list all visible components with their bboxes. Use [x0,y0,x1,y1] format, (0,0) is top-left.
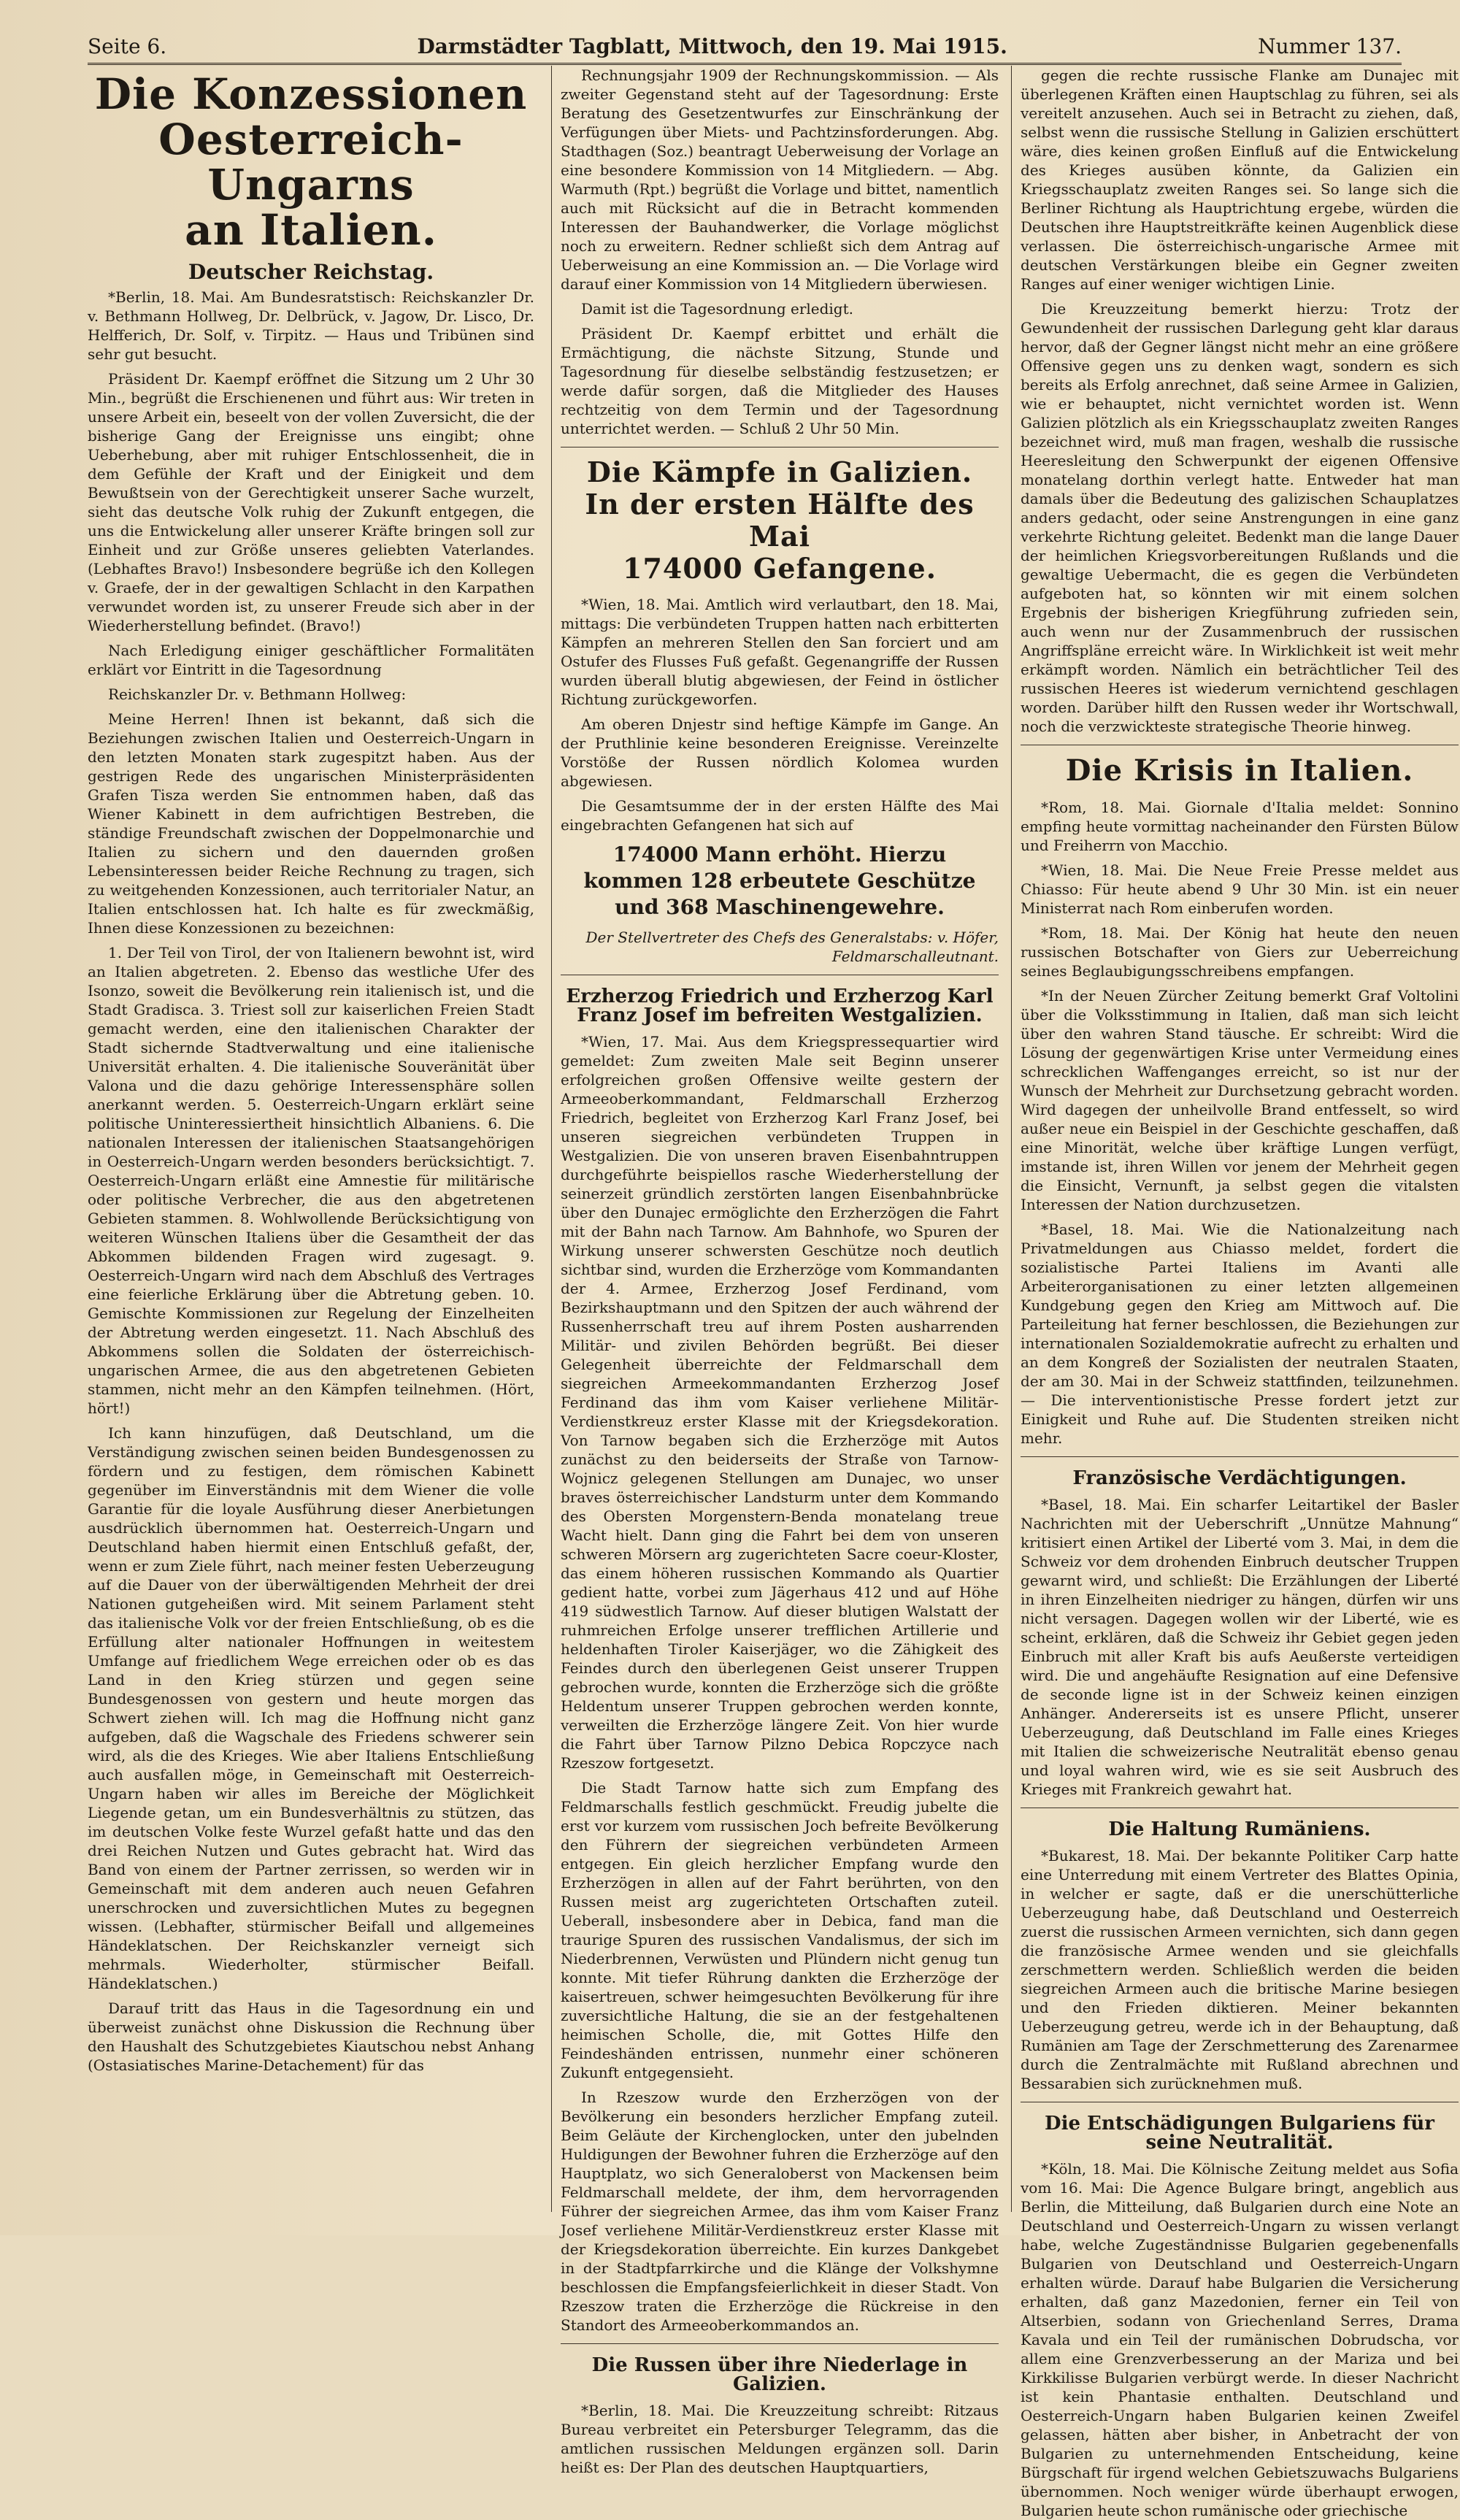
paragraph: Präsident Dr. Kaempf erbittet und erhält die Ermächtigung, die nächste Sitzung, Stunde und Tagesordnung für dieselbe selbständig festzusetzen; er werde dafür sorgen, daß die Mitglieder des Hauses rechtzeitig von dem Termin und der Tagesordnung unterrichtet werden. — Schluß 2 Uhr 50 Min. [561,325,999,437]
signature: Der Stellvertreter des Chefs des Generalstabs: v. Höfer, Feldmarschalleutnant. [585,929,999,965]
prisoner-total: 174000 Mann erhöht. Hierzu kommen 128 erbeutete Geschütze und 368 Maschinengewehre. [583,842,976,919]
paragraph: Ich kann hinzufügen, daß Deutschland, um die Verständigung zwischen seinen beiden Bundesgenossen zu fördern und zu festigen, dem römischen Kabinett gegenüber im Einverständnis mit dem Wiener die volle Garantie für die loyale Ausführung dieser Anerbietungen ausdrücklich übernommen hat. Oesterreich-Ungarn und Deutschland haben hiermit einen Entschluß gefaßt, der, wenn er zum Ziele führt, nach meiner festen Ueberzeugung auf die Dauer von der überwältigenden Mehrheit der drei Nationen gutgeheißen wird. Mit seinem Parlament steht das italienische Volk vor der freien Entschließung, ob es die Erfüllung alter nationaler Hoffnungen in weitestem Umfange auf friedlichem Wege erreichen oder ob es das Land in den Krieg stürzen und gegen seine Bundesgenossen von gestern und heute morgen das Schwert ziehen will. Ich mag die Hoffnung nicht ganz aufgeben, daß die Wagschale des Friedens schwerer sein wird, als die des Krieges. Wie aber Italiens Entschließung auch ausfallen möge, in Gemeinschaft mit Oesterreich-Ungarn haben wir alles im Bereiche der Möglichkeit Liegende getan, um ein Bundesverhältnis zu stützen, das im deutschen Volke feste Wurzel gefaßt hatte und das den drei Reichen Nutzen und Gutes gebracht hat. Wird das Band von einem der Partner zerrissen, so werden wir in Gemeinschaft mit dem anderen auch neuen Gefahren unerschrocken und zuversichtlichen Mutes zu begegnen wissen. (Lebhafter, stürmischer Beifall und allgemeines Händeklatschen. Der Reichskanzler verneigt sich mehrmals. Wiederholter, stürmischer Beifall. Händeklatschen.) [88,1424,534,1992]
paragraph: Am oberen Dnjestr sind heftige Kämpfe im Gange. An der Pruthlinie keine besonderen Ereignisse. Vereinzelte Vorstöße der Russen nördlich Kolomea wurden abgewiesen. [561,715,999,790]
headline-russen: Die Russen über ihre Niederlage in Galizien. [591,2354,968,2395]
paragraph: Rechnungsjahr 1909 der Rechnungskommission. — Als zweiter Gegenstand steht auf der Tagesordnung: Erste Beratung des Gesetzentwurfes zur Einschränkung der Verfügungen über Miets- und Pachtzinsforderungen. Abg. Stadthagen (Soz.) beantragt Ueberweisung der Vorlage an eine besondere Kommission von 14 Mitgliedern. — Abg. Warmuth (Rpt.) begrüßt die Vorlage und bittet, namentlich auch mit Rücksicht auf die in Betracht kommenden Interessen der Bauhandwerker, die Vorlage möglichst noch zu erweitern. Redner schließt sich dem Antrag auf Ueberweisung an eine Kommission an. — Die Vorlage wird darauf einer Kommission von 14 Mitgliedern überwiesen. [561,66,999,293]
column-2 [551,66,999,2476]
headline-line: Die Konzessionen [94,69,528,119]
paragraph: Präsident Dr. Kaempf eröffnet die Sitzung um 2 Uhr 30 Min., begrüßt die Erschienenen und führt aus: Wir treten in unsere Arbeit ein, beseelt von der vollen Zuversicht, die der bisherige Gang der Ereignisse uns eingibt; ohne Ueberhebung, aber mit ruhiger Entschlossenheit, die in dem Gefühle der Kraft und der Einigkeit und dem Bewußtsein von der Gerechtigkeit unserer Sache wurzelt, sieht das deutsche Volk ruhig der Zukunft entgegen, die uns die Entwickelung aller unserer Kräfte bringen soll zur Einheit und zur Größe unseres geliebten Vaterlandes. (Lebhaftes Bravo!) Insbesondere begrüße ich den Kollegen v. Graefe, der in der gewaltigen Schlacht in den Karpathen verwundet worden ist, zu unserer Freude sich aber in der Wiederherstellung befindet. (Bravo!) [88,370,534,634]
headline-line: In der ersten Hälfte des Mai [585,488,975,553]
paragraph: In Rzeszow wurde den Erzherzögen von der Bevölkerung ein besonders herzlicher Empfang zuteil. Beim Geläute der Kirchenglocken, unter den jubelnden Huldigungen der Bewohner fuhren die Erzherzöge auf den Hauptplatz, wo sich Generaloberst von Mackensen beim Feldmarschall meldete, der ihm, dem hervorragenden Führer der siegreichen Armee, das ihm vom Kaiser Franz Josef verliehene Militär-Verdienstkreuz erster Klasse mit der Kriegsdekoration überreichte. Ein kurzes Dankgebet in der Stadtpfarrkirche und die Klänge der Volkshymne beschlossen die Empfangsfeierlichkeit in dieser Stadt. Von Rzeszow traten die Erzherzöge die Rückreise in den Standort des Armeeoberkommandos an. [561,2089,999,2334]
paragraph: *Rom, 18. Mai. Giornale d'Italia meldet: Sonnino empfing heute vormittag nacheinander den Fürsten Bülow und Freiherrn von Macchio. [1021,799,1459,854]
headline-galizien [561,456,999,585]
paragraph: *In der Neuen Zürcher Zeitung bemerkt Graf Voltolini über die Volksstimmung in Italien, daß man sich leicht über den wahren Stand täusche. Er schreibt: Wird die Lösung der gegenwärtigen Krise unter Vermeidung eines schrecklichen Waffenganges erreicht, so ist nur der Wunsch der Mehrheit zur Durchsetzung gebracht worden. Wird dagegen der unheilvolle Brand entfesselt, so wird außer neue ein Beispiel in der Geschichte geschaffen, daß eine Minorität, welche über kräftige Lungen verfügt, imstande ist, ihren Willen vor jenem der Mehrheit gegen die Einsicht, Vernunft, ja selbst gegen die vitalsten Interessen der Nation durchzusetzen. [1021,987,1459,1213]
paragraph: *Berlin, 18. Mai. Die Kreuzzeitung schreibt: Ritzaus Bureau verbreitet ein Petersburger Telegramm, das die amtlichen russischen Meldungen ergänzen soll. Darin heißt es: Der Plan des deutschen Hauptquartiers, [561,2402,999,2476]
paragraph: 1. Der Teil von Tirol, der von Italienern bewohnt ist, wird an Italien abgetreten. 2. Ebenso das westliche Ufer des Isonzo, soweit die Bevölkerung rein italienisch ist, und die Stadt Gradisca. 3. Triest soll zur kaiserlichen Freien Stadt gemacht werden, eine den italienischen Charakter der Stadt sichernde Stadtverwaltung und eine italienische Universität erhalten. 4. Die italienische Souveränität über Valona und die dazu gehörige Interessensphäre sollen anerkannt werden. 5. Oesterreich-Ungarn erklärt seine politische Uninteressiertheit hinsichtlich Albaniens. 6. Die nationalen Interessen der italienischen Staatsangehörigen in Oesterreich-Ungarn werden besonders berücksichtigt. 7. Oesterreich-Ungarn erläßt eine Amnestie für militärische oder politische Verbrecher, die aus den abgetretenen Gebieten stammen. 8. Wohlwollende Berücksichtigung von weiteren Wünschen Italiens über die Gesamtheit der das Abkommen bildenden Fragen wird zugesagt. 9. Oesterreich-Ungarn wird nach dem Abschluß des Vertrages eine feierliche Erklärung über die Abtretung geben. 10. Gemischte Kommissionen zur Regelung der Einzelheiten der Abtretung werden eingesetzt. 11. Nach Abschluß des Abkommens sollen die Soldaten der österreichisch-ungarischen Armee, die aus den abgetretenen Gebieten stammen, nicht mehr an den Kämpfen teilnehmen. (Hört, hört!) [88,944,534,1417]
headline-line: an Italien. [185,205,437,255]
headline-line: Die Kämpfe in Galizien. [586,456,973,488]
headline-rumaenien: Die Haltung Rumäniens. [1108,1818,1371,1840]
paragraph: Reichskanzler Dr. v. Bethmann Hollweg: [108,685,407,703]
headline-konzessionen [88,69,534,255]
divider [561,2343,999,2344]
paragraph: *Berlin, 18. Mai. Am Bundesratstisch: Reichskanzler Dr. v. Bethmann Hollweg, Dr. Delbrück, v. Jagow, Dr. Lisco, Dr. Helfferich, Dr. Solf, v. Tirpitz. — Haus und Tribünen sind sehr gut besucht. [88,288,534,363]
paragraph: *Rom, 18. Mai. Der König hat heute den neuen russischen Botschafter von Giers zur Ueberreichung seines Beglaubigungsschreibens empfangen. [1021,924,1459,980]
paragraph: Darauf tritt das Haus in die Tagesordnung ein und überweist zunächst ohne Diskussion die Rechnung über den Haushalt des Schutzgebietes Kiautschou nebst Anhang (Ostasiatisches Marine-Detachement) für das [88,2000,534,2074]
issue-number: Nummer 137. [1258,34,1402,58]
headline-bulgarien: Die Entschädigungen Bulgariens für seine Neutralität. [1045,2113,1434,2154]
page-number: Seite 6. [88,34,167,58]
paragraph: Die Gesamtsumme der in der ersten Hälfte des Mai eingebrachten Gefangenen hat sich auf [561,797,999,834]
paragraph: *Köln, 18. Mai. Die Kölnische Zeitung meldet aus Sofia vom 16. Mai: Die Agence Bulgare bringt, angeblich aus Berlin, die Mitteilung, daß Bulgarien durch eine Note an Deutschland und Oesterreich-Ungarn zu wissen verlangt habe, welche Zugeständnisse Bulgarien gegebenenfalls Bulgarien von Deutschland und Oesterreich-Ungarn erhalten würde. Darauf habe Bulgarien die Versicherung erhalten, daß ganz Mazedonien, ferner ein Teil von Altserbien, sodann von Griechenland Serres, Drama Kavala und ein Teil der rumänischen Dobrudscha, vor allem eine Grenzverbesserung an der Mariza und bei Kirkkilisse Bulgarien verbürgt werde. In dieser Nachricht ist kein Phantasie enthalten. Deutschland und Oesterreich-Ungarn haben Bulgarien keinen Zweifel gelassen, hätten aber bisher, in Anbetracht der von Bulgarien zu unternehmenden Entscheidung, keine Bürgschaft für irgend welchen Gebietszuwachs Bulgariens übernommen. Noch weniger würde überhaupt erwogen, Bulgarien heute schon rumänische oder griechische [1021,2160,1459,2519]
headline-krisis-italien: Die Krisis in Italien. [1065,753,1414,788]
paragraph: Die Kreuzzeitung bemerkt hierzu: Trotz der Gewundenheit der russischen Darlegung geht klar daraus hervor, daß der Gegner längst nicht mehr an eine größere Offensive gegen uns zu denken wagt, sondern es sich bereits als Erfolg anrechnet, daß seine Armee in Galizien, wie er behauptet, nicht vernichtet worden ist. Wenn Galizien plötzlich als ein Kriegsschauplatz zweiten Ranges bezeichnet wird, muß man fragen, weshalb die russische Heeresleitung den Schwerpunkt der eigenen Offensive monatelang dorthin verlegt hatte. Entweder hat man damals über die Bedeutung des galizischen Schauplatzes anders gedacht, oder seine Anstrengungen in eine ganz verkehrte Richtung geleitet. Bedenkt man die lange Dauer der heimlichen Kriegsvorbereitungen Rußlands und die gewaltige Uebermacht, die es gegen die Verbündeten aufgeboten hat, so könnten wir mit einem solchen Ergebnis der bisherigen Kriegführung zufrieden sein, auch wenn nur der Zusammenbruch der russischen Angriffspläne erreicht wäre. In Wirklichkeit ist weit mehr erkämpft worden. Nämlich ein beträchtlicher Teil des russischen Heeres ist wiederum vernichtend geschlagen worden. Darüber hilft den Russen weder ihr Wortschwall, noch die verzwickteste strategische Theorie hinweg. [1021,300,1459,735]
headline-line: Oesterreich-Ungarns [158,115,464,210]
headline-line: 174000 Gefangene. [623,552,937,585]
column-1 [88,66,534,2212]
paragraph: *Wien, 18. Mai. Die Neue Freie Presse meldet aus Chiasso: Für heute abend 9 Uhr 30 Min. ist ein neuer Ministerrat nach Rom einberufen worden. [1021,861,1459,917]
paragraph: *Basel, 18. Mai. Wie die Nationalzeitung nach Privatmeldungen aus Chiasso meldet, fordert die sozialistische Partei Italiens im Avanti alle Arbeiterorganisationen zu einer letzten allgemeinen Kundgebung gegen den Krieg am Mittwoch auf. Die Parteileitung hat ferner beschlossen, die Beziehungen zur internationalen Sozialdemokratie aufrecht zu erhalten und an dem Kongreß der Sozialisten der neutralen Staaten, der am 30. Mai in der Schweiz stattfinden, teilzunehmen. — Die interventionistische Presse fordert jetzt zur Einigkeit und Ruhe auf. Die Studenten streiken nicht mehr. [1021,1221,1459,1447]
paragraph: Die Stadt Tarnow hatte sich zum Empfang des Feldmarschalls festlich geschmückt. Freudig jubelte die erst vor kurzem vom russischen Joch befreite Bevölkerung den Führern der siegreichen verbündeten Armeen entgegen. Ein gleich herzlicher Empfang wurde den Erzherzögen in allen auf der Fahrt berührten, von den Russen meist arg zugerichteten Ortschaften zuteil. Ueberall, insbesondere aber in Debica, fand man die traurige Spuren des russischen Vandalismus, der sich im Niederbrennen, Verwüsten und Plündern nicht genug tun konnte. Mit tiefer Rührung dankten die Erzherzöge der kaisertreuen, schwer heimgesuchten Bevölkerung für ihre zuversichtliche Haltung, die sie an der festgehaltenen heimischen Scholle, die, mit Gottes Hilfe den Feindeshänden entrissen, nunmehr einer schöneren Zukunft entgegensieht. [561,1779,999,2081]
masthead-dateline: Darmstädter Tagblatt, Mittwoch, den 19. Mai 1915. [417,34,1007,58]
headline-erzherzog: Erzherzog Friedrich und Erzherzog Karl Franz Josef im befreiten Westgalizien. [566,986,994,1026]
headline-franzoesisch: Französische Verdächtigungen. [1072,1467,1407,1489]
subheading-reichstag: Deutscher Reichstag. [188,260,434,284]
paragraph: gegen die rechte russische Flanke am Dunajec mit überlegenen Kräften einen Hauptschlag zu führen, sei als vereitelt anzusehen. Auch sei in Betracht zu ziehen, daß, selbst wenn die russische Stellung in Galizien erschüttert wäre, dies keinen großen Einfluß auf die Entwickelung des Krieges ausüben könnte, da Galizien ein Kriegsschauplatz zweiten Ranges sei. So lange sich die Berliner Richtung als Hauptrichtung ergebe, würden die Deutschen ihre Hauptstreitkräfte keinen Augenblick diese verlassen. Die österreichisch-ungarische Armee mit deutschen Verstärkungen bleibe ein Gegner zweiten Ranges auf einer weniger wichtigen Linie. [1021,66,1459,293]
paragraph: *Basel, 18. Mai. Ein scharfer Leitartikel der Basler Nachrichten mit der Ueberschrift „Unnütze Mahnung“ kritisiert einen Artikel der Liberté vom 3. Mai, in dem die Schweiz vor dem drohenden Einbruch deutscher Truppen gewarnt wird, und schließt: Die Erzählungen der Liberté in ihren Einzelheiten niedriger zu hängen, dürfen wir uns nicht versagen. Dagegen wollen wir der Liberté, wie es scheint, erklären, daß die Schweiz ihr Gebiet gegen jeden Einbruch mit aller Kraft bis aufs Aeußerste verteidigen wird. Die und angehäufte Resignation auf eine Defensive de seconde ligne ist in der Schweiz keinen einzigen Anhänger. Andererseits ist es unsere Pflicht, unserer Ueberzeugung, daß Deutschland im Falle eines Krieges mit Italien die schweizerische Neutralität ebenso genau und loyal wahren wird, wie es sie seit Ausbruch des Krieges mit Frankreich gewahrt hat. [1021,1496,1459,1798]
divider [1021,1456,1459,1457]
paragraph: Nach Erledigung einiger geschäftlicher Formalitäten erklärt vor Eintritt in die Tagesordnung [88,642,534,678]
paragraph: Damit ist die Tagesordnung erledigt. [581,300,854,318]
paragraph: *Wien, 17. Mai. Aus dem Kriegspressequartier wird gemeldet: Zum zweiten Male seit Beginn unserer erfolgreichen großen Offensive weilte gestern der Armeeoberkommandant, Feldmarschall Erzherzog Friedrich, begleitet von Erzherzog Karl Franz Josef, bei unseren siegreichen verbündeten Truppen in Westgalizien. Die von unseren braven Eisenbahntruppen durchgeführte beispiellos rasche Wiederherstellung der seinerzeit gründlich zerstörten langen Eisenbahnbrücke über den Dunajec ermöglichte den Erzherzögen die Fahrt mit der Bahn nach Tarnow. Am Bahnhofe, wo Spuren der Wirkung unserer schwersten Geschütze noch deutlich sichtbar sind, wurden die Erzherzöge vom Kommandanten der 4. Armee, Erzherzog Josef Ferdinand, vom Bezirkshauptmann und den Spitzen der auch während der Russenherrschaft treu auf ihrem Posten ausharrenden Militär- und zivilen Behörden begrüßt. Bei dieser Gelegenheit überreichte der Feldmarschall dem siegreichen Armeekommandanten Erzherzog Josef Ferdinand das ihm vom Kaiser verliehene Militär-Verdienstkreuz erster Klasse mit der Kriegsdekoration. Von Tarnow begaben sich die Erzherzöge mit Autos zunächst zu den beiderseits der Straße von Tarnow-Wojnicz gelegenen Stellungen am Dunajec, wo unser braves österreichischer Landsturm unter dem Kommando des Obersten Morgenstern-Benda monatelang treue Wacht hielt. Dann ging die Fahrt bei dem von unseren schweren Mörsern arg zugerichteten Sacre coeur-Kloster, das einem höheren russischen Kommando als Quartier gedient hatte, vorbei zum Jägerhaus 412 und auf Höhe 419 südwestlich Tarnow. Auf dieser blutigen Walstatt der ruhmreichen Erfolge unserer trefflichen Artillerie und heldenhaften Tiroler Kaiserjäger, wo die Zähigkeit des Feindes durch den überlegenen Geist unserer Truppen gebrochen wurde, konnten die Erzherzöge sich die größte Heldentum unserer Truppen gebrochen werden konnte, verweilten die Erzherzöge längere Zeit. Von hier wurde die Fahrt über Tarnow Pilzno Debica Ropczyce nach Rzeszow fortgesetzt. [561,1033,999,1772]
paragraph: *Bukarest, 18. Mai. Der bekannte Politiker Carp hatte eine Unterredung mit einem Vertreter des Blattes Opinia, in welcher er sagte, daß er die unerschütterliche Ueberzeugung habe, daß Deutschland und Oesterreich zuerst die russischen Armeen vernichten, sich dann gegen die französische Armee wenden und sie gleichfalls zerschmettern werden. Schließlich werden die beiden siegreichen Armeen auch die britische Marine besiegen und den Frieden diktieren. Meiner bekannten Ueberzeugung getreu, werde ich in der Behauptung, daß Rumänien am Tage der Zerschmetterung des Zarenarmee durch die Zentralmächte mit Rußland abrechnen und Bessarabien sich zurücknehmen muß. [1021,1847,1459,2092]
column-3 [1011,66,1459,2519]
paragraph: Meine Herren! Ihnen ist bekannt, daß sich die Beziehungen zwischen Italien und Oesterreich-Ungarn in den letzten Monaten stark zugespitzt haben. Aus der gestrigen Rede des ungarischen Ministerpräsidenten Grafen Tisza werden Sie entnommen haben, daß das Wiener Kabinett in dem aufrichtigen Bestreben, die ständige Freundschaft zwischen der Doppelmonarchie und Italien zu sichern und den dauernden großen Lebensinteressen beider Reiche Rechnung zu tragen, sich zu weitgehenden Konzessionen, auch territorialer Natur, an Italien entschlossen hat. Ich halte es für zweckmäßig, Ihnen diese Konzessionen zu bezeichnen: [88,710,534,937]
paragraph: *Wien, 18. Mai. Amtlich wird verlautbart, den 18. Mai, mittags: Die verbündeten Truppen hatten nach erbitterten Kämpfen an mehreren Stellen den San forciert und am Ostufer des Flusses Fuß gefaßt. Gegenangriffe der Russen wurden überall blutig abgewiesen, der Feind in östlicher Richtung zurückgeworfen. [561,596,999,708]
page-header [88,22,1402,65]
